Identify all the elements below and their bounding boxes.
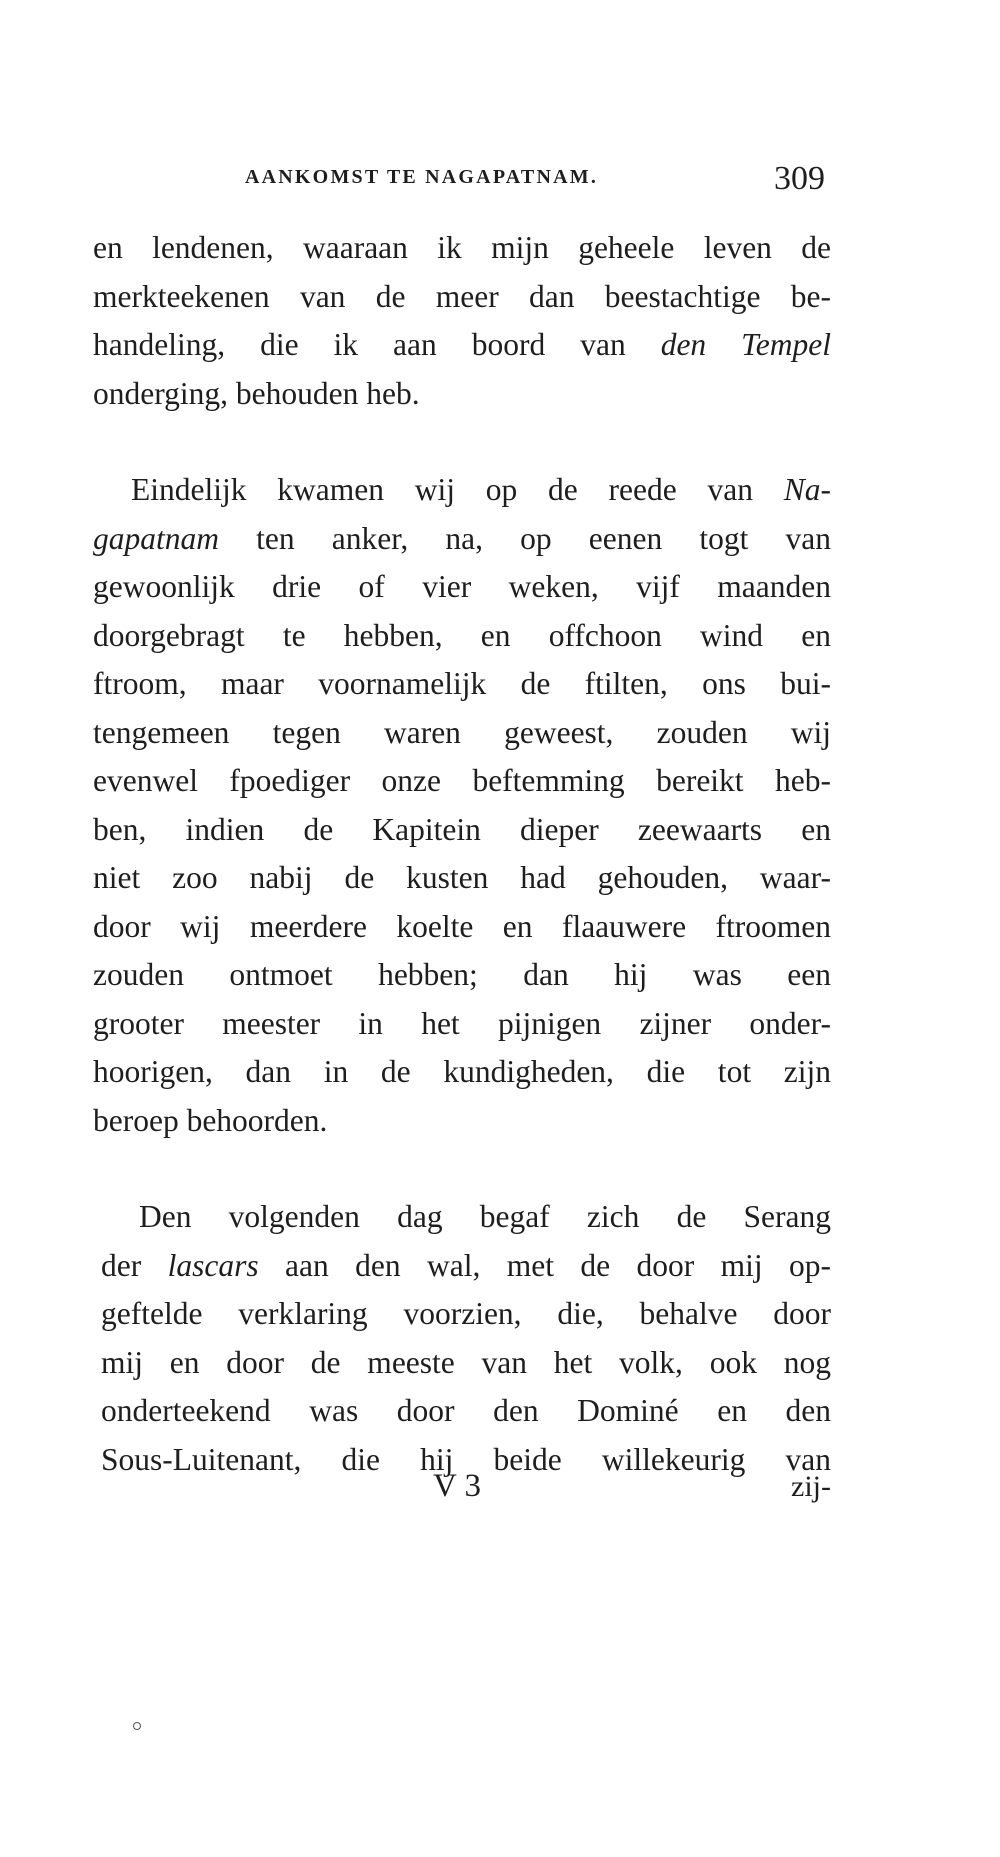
page-footer [93,1468,831,1518]
text-line [93,515,831,564]
text-line: geftelde verklaring voorzien, die, behalve door [101,1296,831,1331]
text-line [93,466,831,515]
page-number: 309 [774,160,825,197]
text-line: tengemeen tegen waren geweest, zouden wij [93,714,831,750]
text-segment: aan den wal, met de door mij op- [258,1247,831,1283]
text-line: hoorigen, dan in de kundigheden, die tot zijn [93,1054,831,1089]
text-line: Sous-Luitenant, die hij beide willekeurig van [101,1441,831,1477]
text-line: niet zoo nabij de kusten had gehouden, waar- [93,860,831,895]
place-name-start: Na- [783,472,831,507]
text-line: Den volgenden dag begaf zich de Serang [139,1199,831,1234]
text-segment: ten anker, na, op eenen togt van [219,520,831,556]
text-line: ftroom, maar voornamelijk de ftilten, ons bui- [93,666,831,701]
paragraph-2 [93,466,831,1145]
ship-name: den Tempel [660,327,831,362]
body-text [93,224,831,1484]
text-line: onderging, behouden heb. [93,375,420,411]
lascars-word: lascars [167,1247,259,1283]
text-segment: handeling, die ik aan boord van [93,327,661,362]
text-line: grooter meester in het pijnigen zijner onder- [93,1005,831,1041]
text-line: merkteekenen van de meer dan beestachtige be- [93,278,831,314]
text-line: onderteekend was door den Dominé en den [101,1393,831,1428]
paragraph-1 [93,224,831,418]
text-line [93,321,831,370]
catchword: zij- [791,1470,831,1503]
text-line: door wij meerdere koelte en flaauwere ftroomen [93,908,831,944]
running-title: AANKOMST TE NAGAPATNAM. [245,166,599,188]
running-head [245,160,825,200]
text-line: evenwel fpoediger onze beftemming bereikt heb- [93,763,831,798]
text-line: mij en door de meeste van het volk, ook nog [101,1344,831,1380]
text-line: en lendenen, waaraan ik mijn geheele leven de [93,230,831,265]
text-segment: Eindelijk kwamen wij op de reede van [131,472,784,507]
ink-speck-decoration [133,1722,141,1730]
place-name-end: gapatnam [93,520,219,556]
text-line: ben, indien de Kapitein dieper zeewaarts en [93,811,831,847]
text-line: zouden ontmoet hebben; dan hij was een [93,957,831,992]
signature-mark: V 3 [433,1468,481,1504]
text-line [101,1242,831,1291]
text-line: gewoonlijk drie of vier weken, vijf maanden [93,569,831,604]
text-segment: der [101,1247,168,1283]
text-line: beroep behoorden. [93,1102,328,1138]
paragraph-3 [101,1193,831,1484]
text-line: doorgebragt te hebben, en offchoon wind en [93,617,831,653]
